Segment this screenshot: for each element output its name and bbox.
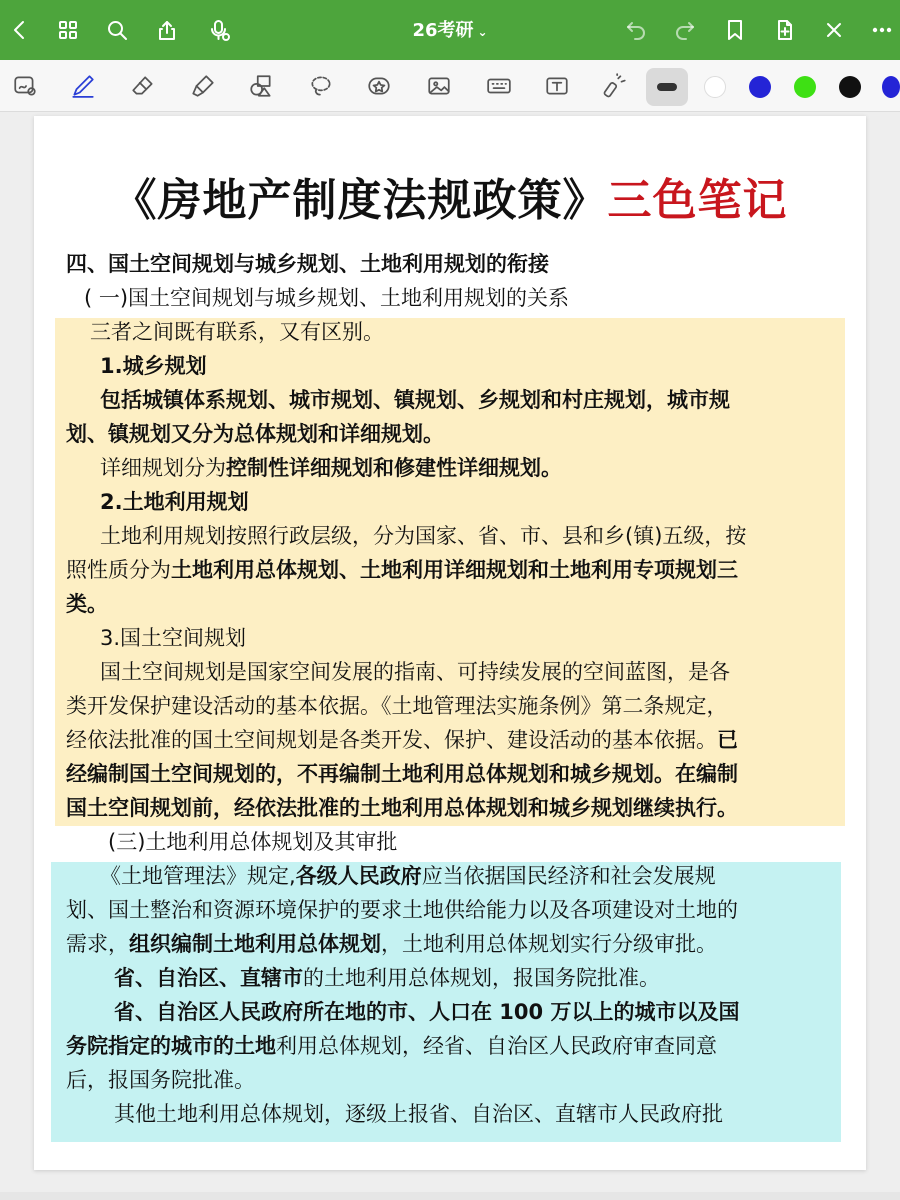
document-title-dropdown[interactable] (390, 16, 510, 42)
text-line: 其他土地利用总体规划，逐级上报省、自治区、直辖市人民政府批 (114, 1102, 723, 1126)
highlighter-icon[interactable] (186, 70, 220, 102)
subsection-heading: ( 一)国土空间规划与城乡规划、土地利用规划的关系 (84, 286, 570, 310)
search-icon[interactable] (101, 14, 133, 46)
text-line: 包括城镇体系规划、城市规划、镇规划、乡规划和村庄规划，城市规 (100, 388, 730, 412)
text-span: 详细规划分为 (100, 456, 226, 480)
color-swatch-selected-blue[interactable] (882, 76, 900, 98)
title-red-part: 三色笔记 (607, 175, 788, 226)
section-heading: 四、国土空间规划与城乡规划、土地利用规划的衔接 (66, 252, 549, 276)
title-black-part: 《房地产制度法规政策》 (112, 175, 608, 226)
text-span-bold: 组织编制土地利用总体规划 (129, 932, 381, 956)
share-icon[interactable] (151, 14, 183, 46)
chevron-left-icon[interactable] (4, 14, 36, 46)
text-span-bold: 已 (717, 728, 738, 752)
text-span: 照性质分为 (66, 558, 171, 582)
text-line: 省、自治区人民政府所在地的市、人口在 100 万以上的城市以及国 (114, 1000, 740, 1024)
microphone-icon[interactable] (203, 14, 235, 46)
text-span: 经依法批准的国土空间规划是各类开发、保护、建设活动的基本依据。 (66, 728, 717, 752)
redo-icon[interactable] (669, 14, 701, 46)
text-span-bold: 省、自治区、直辖市 (114, 966, 303, 990)
text-icon[interactable] (540, 70, 574, 102)
page-title (34, 164, 866, 228)
text-line: 类。 (66, 592, 108, 616)
text-span: 应当依据国民经济和社会发展规 (421, 864, 716, 888)
bookmark-icon[interactable] (719, 14, 751, 46)
laser-pointer-icon[interactable] (598, 70, 632, 102)
text-line (66, 929, 717, 959)
shapes-icon[interactable] (244, 70, 278, 102)
text-line: 国土空间规划前，经依法批准的土地利用总体规划和城乡规划继续执行。 (66, 796, 738, 820)
color-swatch-blue[interactable] (749, 76, 771, 98)
keyboard-icon[interactable] (482, 70, 516, 102)
drawing-toolbar (0, 60, 900, 112)
text-line: 国土空间规划是国家空间发展的指南、可持续发展的空间蓝图，是各 (100, 660, 730, 684)
close-icon[interactable] (818, 14, 850, 46)
color-swatch-black[interactable] (839, 76, 861, 98)
pen-size-indicator (657, 83, 677, 91)
text-span-bold: 务院指定的城市的土地 (66, 1034, 276, 1058)
text-line: 三者之间既有联系，又有区别。 (90, 320, 384, 344)
page-bottom-edge (0, 1192, 900, 1200)
more-icon[interactable] (866, 14, 898, 46)
undo-icon[interactable] (620, 14, 652, 46)
lasso-zoom-icon[interactable] (8, 70, 42, 102)
subsection-heading: (三)土地利用总体规划及其审批 (108, 830, 398, 854)
color-swatch-white[interactable] (704, 76, 726, 98)
text-line: 经编制国土空间规划的，不再编制土地利用总体规划和城乡规划。在编制 (66, 762, 738, 786)
text-span: 利用总体规划，经省、自治区人民政府审查同意 (276, 1034, 717, 1058)
text-span-bold: 土地利用总体规划、土地利用详细规划和土地利用专项规划三 (171, 558, 738, 582)
item-heading: 1.城乡规划 (100, 354, 207, 378)
grid-icon[interactable] (52, 14, 84, 46)
text-line: 类开发保护建设活动的基本依据。《土地管理法实施条例》第二条规定， (66, 694, 728, 718)
item-heading: 3.国土空间规划 (100, 626, 247, 650)
text-line: 土地利用规划按照行政层级，分为国家、省、市、县和乡(镇)五级，按 (100, 524, 747, 548)
text-span: 《土地管理法》规定, (100, 864, 296, 888)
chevron-down-icon: ⌄ (477, 25, 488, 39)
text-line: 划、国土整治和资源环境保护的要求土地供给能力以及各项建设对土地的 (66, 898, 738, 922)
text-line (66, 1031, 717, 1061)
document-title: 26考研 (412, 20, 474, 41)
text-line (66, 555, 738, 585)
text-line (66, 725, 738, 755)
top-bar (0, 0, 900, 60)
pen-icon[interactable] (66, 70, 100, 102)
add-page-icon[interactable] (769, 14, 801, 46)
text-span-bold: 控制性详细规划和修建性详细规划。 (226, 456, 562, 480)
text-span: 的土地利用总体规划，报国务院批准。 (303, 966, 660, 990)
text-span-bold: 各级人民政府 (295, 864, 422, 888)
text-span: ，土地利用总体规划实行分级审批。 (381, 932, 717, 956)
image-icon[interactable] (422, 70, 456, 102)
lasso-icon[interactable] (304, 70, 338, 102)
text-line: 划、镇规划又分为总体规划和详细规划。 (66, 422, 444, 446)
text-line: 后，报国务院批准。 (66, 1068, 255, 1092)
eraser-icon[interactable] (126, 70, 160, 102)
text-line (100, 861, 716, 891)
text-line (114, 963, 660, 993)
item-heading: 2.土地利用规划 (100, 490, 249, 514)
text-span: 需求， (66, 932, 129, 956)
text-line (100, 453, 562, 483)
note-page[interactable] (34, 116, 866, 1170)
sticker-icon[interactable] (362, 70, 396, 102)
color-swatch-green[interactable] (794, 76, 816, 98)
